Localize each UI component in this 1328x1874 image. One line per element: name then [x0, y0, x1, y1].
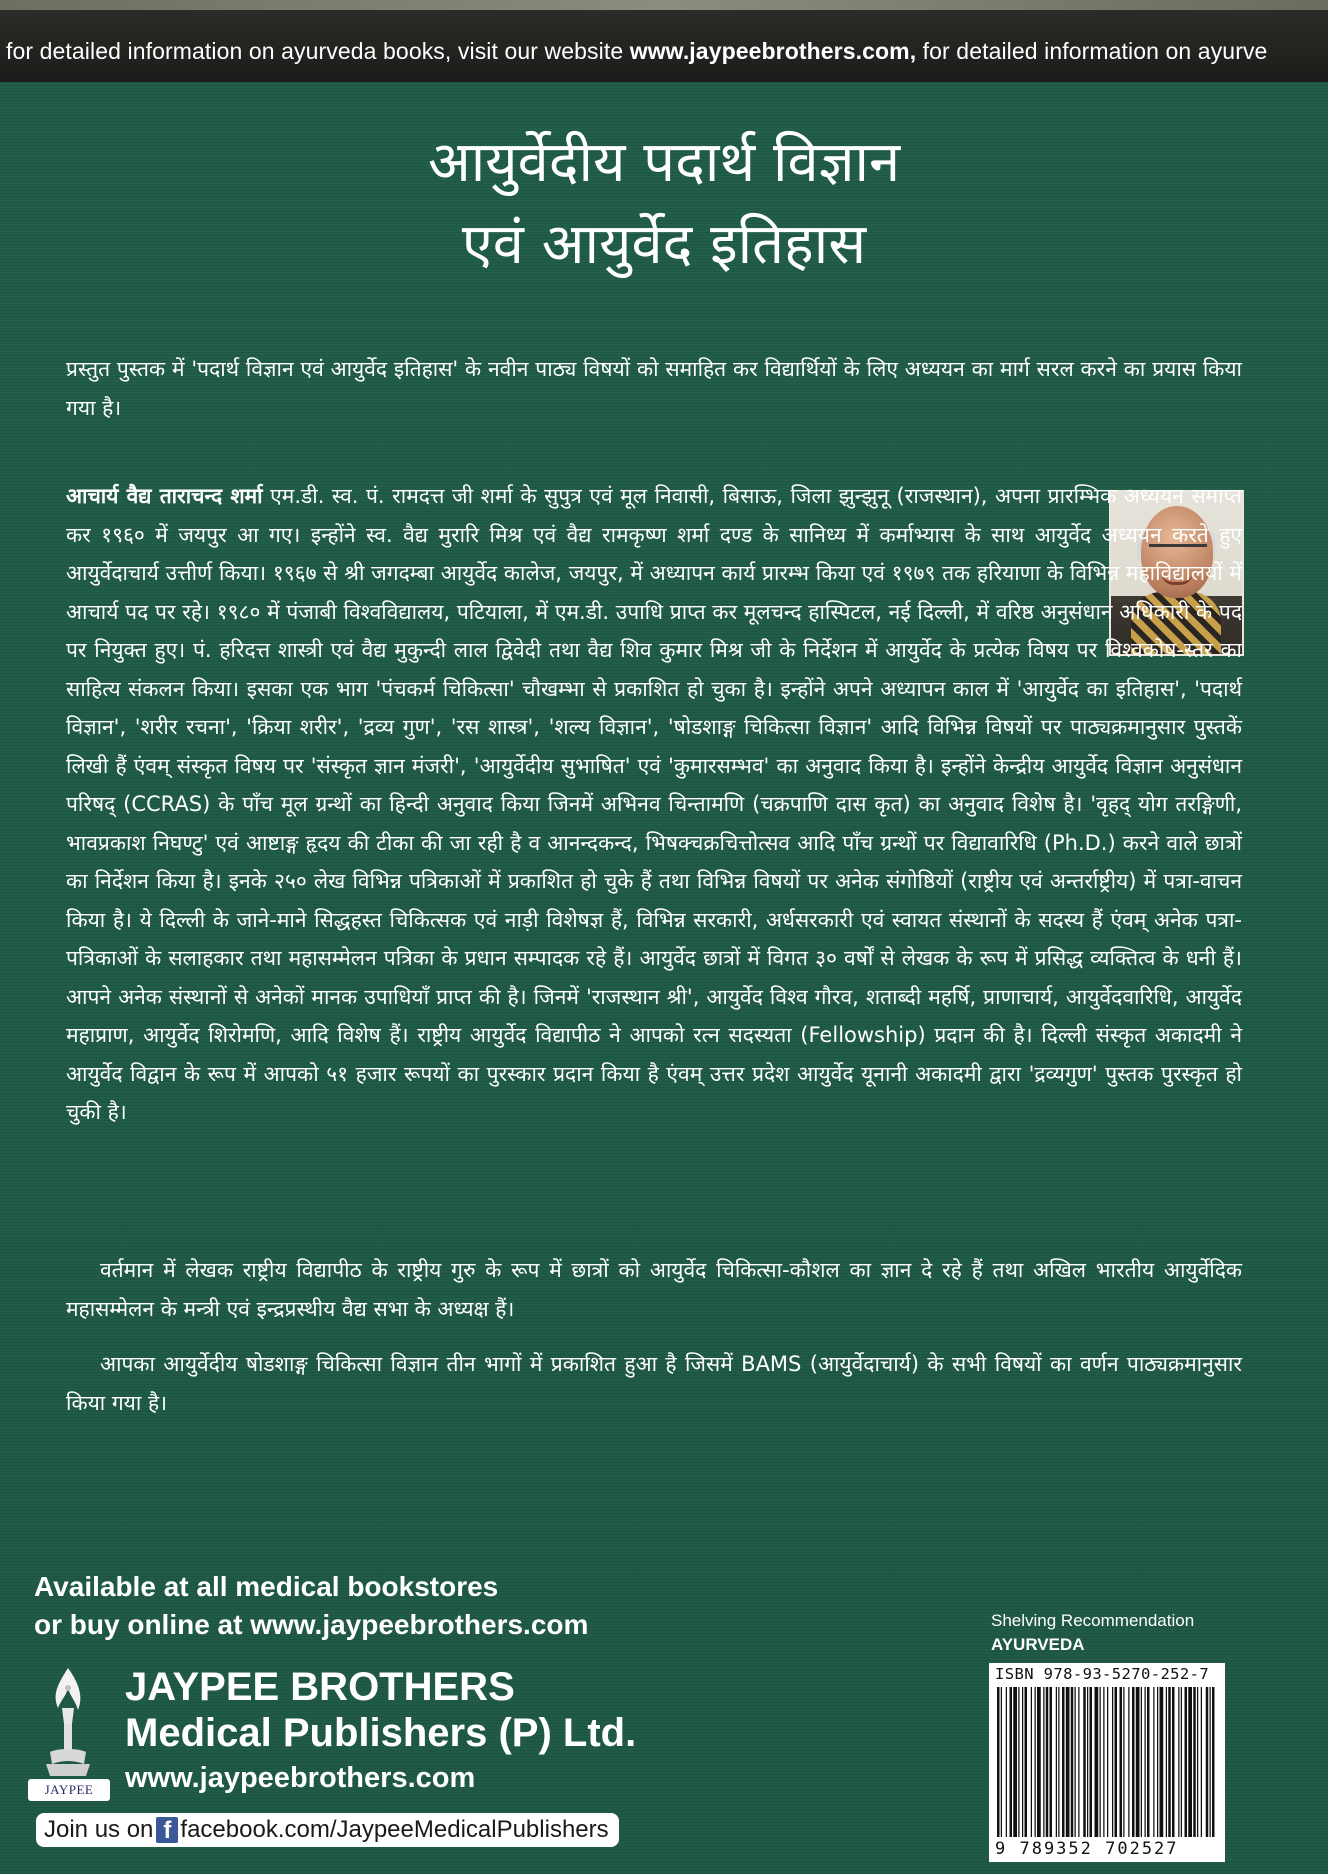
jaypee-logo-label — [28, 1779, 110, 1801]
barcode-bar — [1206, 1687, 1209, 1837]
top-banner — [0, 0, 1328, 82]
barcode-digits: 9 789352 702527 — [995, 1839, 1179, 1859]
barcode-bar — [1103, 1687, 1104, 1837]
barcode-bar — [1178, 1687, 1179, 1837]
barcode-bar — [1071, 1687, 1074, 1837]
book-title-line2: एवं आयुर्वेद इतिहास — [461, 212, 867, 277]
publisher-name-line1: JAYPEE BROTHERS — [125, 1665, 515, 1709]
top-banner-text — [6, 38, 1267, 65]
barcode-bar — [1100, 1687, 1101, 1837]
barcode-bar — [1078, 1687, 1079, 1837]
barcode-bar — [997, 1687, 1000, 1837]
availability-line1: Available at all medical bookstores — [34, 1571, 499, 1602]
facebook-badge — [36, 1813, 619, 1847]
barcode-bar — [1001, 1687, 1002, 1837]
barcode-bar — [1058, 1687, 1059, 1837]
intro-paragraph: प्रस्तुत पुस्तक में 'पदार्थ विज्ञान एवं आयुर्वेद इतिहास' के नवीन पाठ्य विषयों को समाहित कर विद्यार्थियों के लिए अध्ययन का मार्ग सरल करने का प्रयास किया गया है। — [66, 357, 1242, 420]
barcode-bar — [1095, 1687, 1099, 1837]
barcode-bar — [1050, 1687, 1053, 1837]
barcode-bar — [1153, 1687, 1154, 1837]
barcode-bar — [1172, 1687, 1175, 1837]
barcode-bar — [1193, 1687, 1196, 1837]
top-banner-text-before: for detailed information on ayurveda books, visit our website — [6, 38, 630, 64]
barcode-bar — [1132, 1687, 1135, 1837]
barcode-bar — [1185, 1687, 1188, 1837]
book-title-line1: आयुर्वेदीय पदार्थ विज्ञान — [427, 130, 901, 195]
barcode-bar — [1025, 1687, 1028, 1837]
jaypee-logo-text: JAYPEE — [44, 1782, 94, 1797]
book-title — [0, 122, 1328, 286]
isbn-barcode — [989, 1663, 1225, 1862]
barcode-bar — [1168, 1687, 1171, 1837]
top-banner-text-after: for detailed information on ayurve — [916, 38, 1268, 64]
barcode-bar — [1046, 1687, 1049, 1837]
barcode-bar — [1043, 1687, 1044, 1837]
shelving-label: Shelving Recommendation — [991, 1611, 1195, 1630]
barcode-bar — [1107, 1687, 1108, 1837]
publisher-name-line2: Medical Publishers (P) Ltd. — [125, 1711, 637, 1755]
works-paragraph: आपका आयुर्वेदीय षोडशाङ्ग चिकित्सा विज्ञान तीन भागों में प्रकाशित हुआ है जिसमें BAMS (आयुर्वेदाचार्य) के सभी विषयों का वर्णन पाठ्यक्रमानुसार किया गया है। — [66, 1352, 1242, 1415]
barcode-bar — [1022, 1687, 1023, 1837]
barcode-bar — [1120, 1687, 1123, 1837]
facebook-icon: f — [156, 1817, 178, 1843]
facebook-url: facebook.com/JaypeeMedicalPublishers — [180, 1816, 609, 1843]
barcode-bar — [1212, 1687, 1215, 1837]
barcode-bar — [1056, 1687, 1057, 1837]
shelving-value: AYURVEDA — [991, 1635, 1085, 1654]
top-edge-strip — [0, 0, 1328, 10]
barcode-bar — [1145, 1687, 1146, 1837]
barcode-bar — [1090, 1687, 1093, 1837]
barcode-bar — [1181, 1687, 1182, 1837]
top-banner-website: www.jaypeebrothers.com, — [629, 38, 917, 64]
barcode-bar — [1128, 1687, 1129, 1837]
barcode-bar — [1112, 1687, 1113, 1837]
current-role-paragraph: वर्तमान में लेखक राष्ट्रीय विद्यापीठ के राष्ट्रीय गुरु के रूप में छात्रों को आयुर्वेद चिकित्सा-कौशल का ज्ञान दे रहे हैं तथा अखिल भारतीय आयुर्वेदिक महासम्मेलन के मन्त्री एवं इन्द्रप्रस्थीय वैद्य सभा के अध्यक्ष हैं। — [66, 1258, 1242, 1321]
barcode-bar — [1160, 1687, 1164, 1837]
barcode-bar — [1066, 1687, 1070, 1837]
facebook-prefix: Join us on — [44, 1816, 154, 1843]
barcode-bar — [1197, 1687, 1198, 1837]
author-bio-text: एम.डी. स्व. पं. रामदत्त जी शर्मा के सुपुत्र एवं मूल निवासी, बिसाऊ, जिला झुन्झुनू (राजस्थान), अपना प्रारम्भिक अध्ययन समाप्त कर १९६० में जयपुर आ गए। इन्होंने स्व. वैद्य मुरारि मिश्र एवं वैद्य रामकृष्ण शर्मा दण्ड के सानिध्य में कर्माभ्यास के साथ आयुर्वेद अध्ययन करते हुए आयुर्वेदाचार्य उत्तीर्ण किया। १९६७ से श्री जगदम्बा आयुर्वेद कालेज, जयपुर, में अध्यापन कार्य प्रारम्भ किया एवं १९७९ तक हरियाणा के विभिन्न महाविद्यालयों में आचार्य पद पर रहे। १९८० में पंजाबी विश्वविद्यालय, पटियाला, में एम.डी. उपाधि प्राप्त कर मूलचन्द हास्पिटल, नई दिल्ली, में वरिष्ठ अनुसंधान अधिकारी के पद पर नियुक्त हुए। पं. हरिदत्त शास्त्री एवं वैद्य मुकुन्दी लाल द्विवेदी तथा वैद्य शिव कुमार मिश्र जी के निर्देशन में आयुर्वेद के प्रत्येक विषय पर विश्वकोष-स्तर का साहित्य संकलन किया। इसका एक भाग 'पंचकर्म चिकित्सा' चौखम्भा से प्रकाशित हो चुका है। इन्होंने अपने अध्यापन काल में 'आयुर्वेद का इतिहास', 'पदार्थ विज्ञान', 'शरीर रचना', 'क्रिया शरीर', 'द्रव्य गुण', 'रस शास्त्र', 'शल्य विज्ञान', 'षोडशाङ्ग चिकित्सा विज्ञान' आदि विभिन्न विषयों पर पाठ्यक्रमानुसार पुस्तकें लिखी हैं एंवम् संस्कृत विषय पर 'संस्कृत ज्ञान मंजरी', 'आयुर्वेदीय सुभाषित' एवं 'कुमारसम्भव' का अनुवाद किया है। इन्होंने केन्द्रीय आयुर्वेद विज्ञान अनुसंधान परिषद् (CCRAS) के पाँच मूल ग्रन्थों का हिन्दी अनुवाद किया जिनमें अभिनव चिन्तामणि (चक्रपाणि दास कृत) का अनुवाद विशेष है। 'वृहद् योग तरङ्गिणी, भावप्रकाश निघण्टु' एवं आष्टाङ्ग हृदय की टीका की जा रही है व आनन्दकन्द, भिषक्चक्रचित्तोत्सव आदि पाँच ग्रन्थों पर विद्यावारिधि (Ph.D.) करने वाले छात्रों का निर्देशन किया है। इनके २५० लेख विभिन्न पत्रिकाओं में प्रकाशित हो चुके हैं तथा विभिन्न विषयों पर अनेक संगोष्ठियों (राष्ट्रीय एवं अन्तर्राष्ट्रीय) में पत्रा-वाचन किया है। ये दिल्ली के जाने-माने सिद्धहस्त चिकित्सक एवं नाड़ी विशेषज्ञ हैं, विभिन्न सरकारी, अर्धसरकारी एवं स्वायत संस्थानों के सदस्य हैं एंवम् अनेक पत्रा-पत्रिकाओं के सलाहकार तथा महासम्मेलन पत्रिका के प्रधान सम्पादक रहे हैं। आयुर्वेद छात्रों में विगत ३० वर्षों से लेखक के रूप में प्रसिद्ध व्यक्तित्व के धनी हैं। आपने अनेक संस्थानों से अनेकों मानक उपाधियाँ प्राप्त की है। जिनमें 'राजस्थान श्री', आयुर्वेद विश्व गौरव, शताब्दी महर्षि, प्राणाचार्य, आयुर्वेदवारिधि, आयुर्वेद महाप्राण, आयुर्वेद शिरोमणि, आदि विशेष हैं। राष्ट्रीय आयुर्वेद विद्यापीठ ने आपको रत्न सदस्यता (Fellowship) प्रदान की है। दिल्ली संस्कृत अकादमी ने आयुर्वेद विद्वान के रूप में आपको ५१ हजार रूपयों का पुरस्कार प्रदान किया है एंवम् उत्तर प्रदेश आयुर्वेद यूनानी अकादमी द्वारा 'द्रव्यगुण' पुस्तक पुरस्कृत हो चुकी है। — [66, 484, 1242, 1124]
barcode-bars — [997, 1687, 1217, 1837]
barcode-bar — [1157, 1687, 1158, 1837]
barcode-bar — [1018, 1687, 1019, 1837]
barcode-bar — [1013, 1687, 1017, 1837]
barcode-bar — [1010, 1687, 1013, 1837]
availability-text — [34, 1568, 588, 1644]
barcode-bar — [1166, 1687, 1167, 1837]
author-name: आचार्य वैद्य ताराचन्द शर्मा — [66, 484, 263, 508]
publisher-website: www.jaypeebrothers.com — [125, 1762, 476, 1794]
barcode-bar — [1123, 1687, 1124, 1837]
barcode-bar — [1075, 1687, 1076, 1837]
barcode-bar — [1136, 1687, 1140, 1837]
barcode-bar — [1147, 1687, 1150, 1837]
publisher-name — [125, 1664, 636, 1756]
author-bio-paragraph — [66, 477, 1242, 1132]
barcode-bar — [1201, 1687, 1202, 1837]
barcode-bar — [1115, 1687, 1118, 1837]
barcode-bar — [1031, 1687, 1032, 1837]
barcode-bar — [1141, 1687, 1142, 1837]
barcode-bar — [1083, 1687, 1086, 1837]
barcode-bar — [1062, 1687, 1065, 1837]
barcode-bar — [1087, 1687, 1088, 1837]
barcode-bar — [1037, 1687, 1041, 1837]
barcode-bar — [1188, 1687, 1192, 1837]
barcode-bar — [1035, 1687, 1036, 1837]
isbn-number: ISBN 978-93-5270-252-7 — [995, 1665, 1210, 1683]
availability-line2: or buy online at www.jaypeebrothers.com — [34, 1609, 589, 1640]
barcode-bar — [1210, 1687, 1211, 1837]
jaypee-torch-logo-icon — [28, 1664, 108, 1796]
barcode-bar — [1006, 1687, 1007, 1837]
